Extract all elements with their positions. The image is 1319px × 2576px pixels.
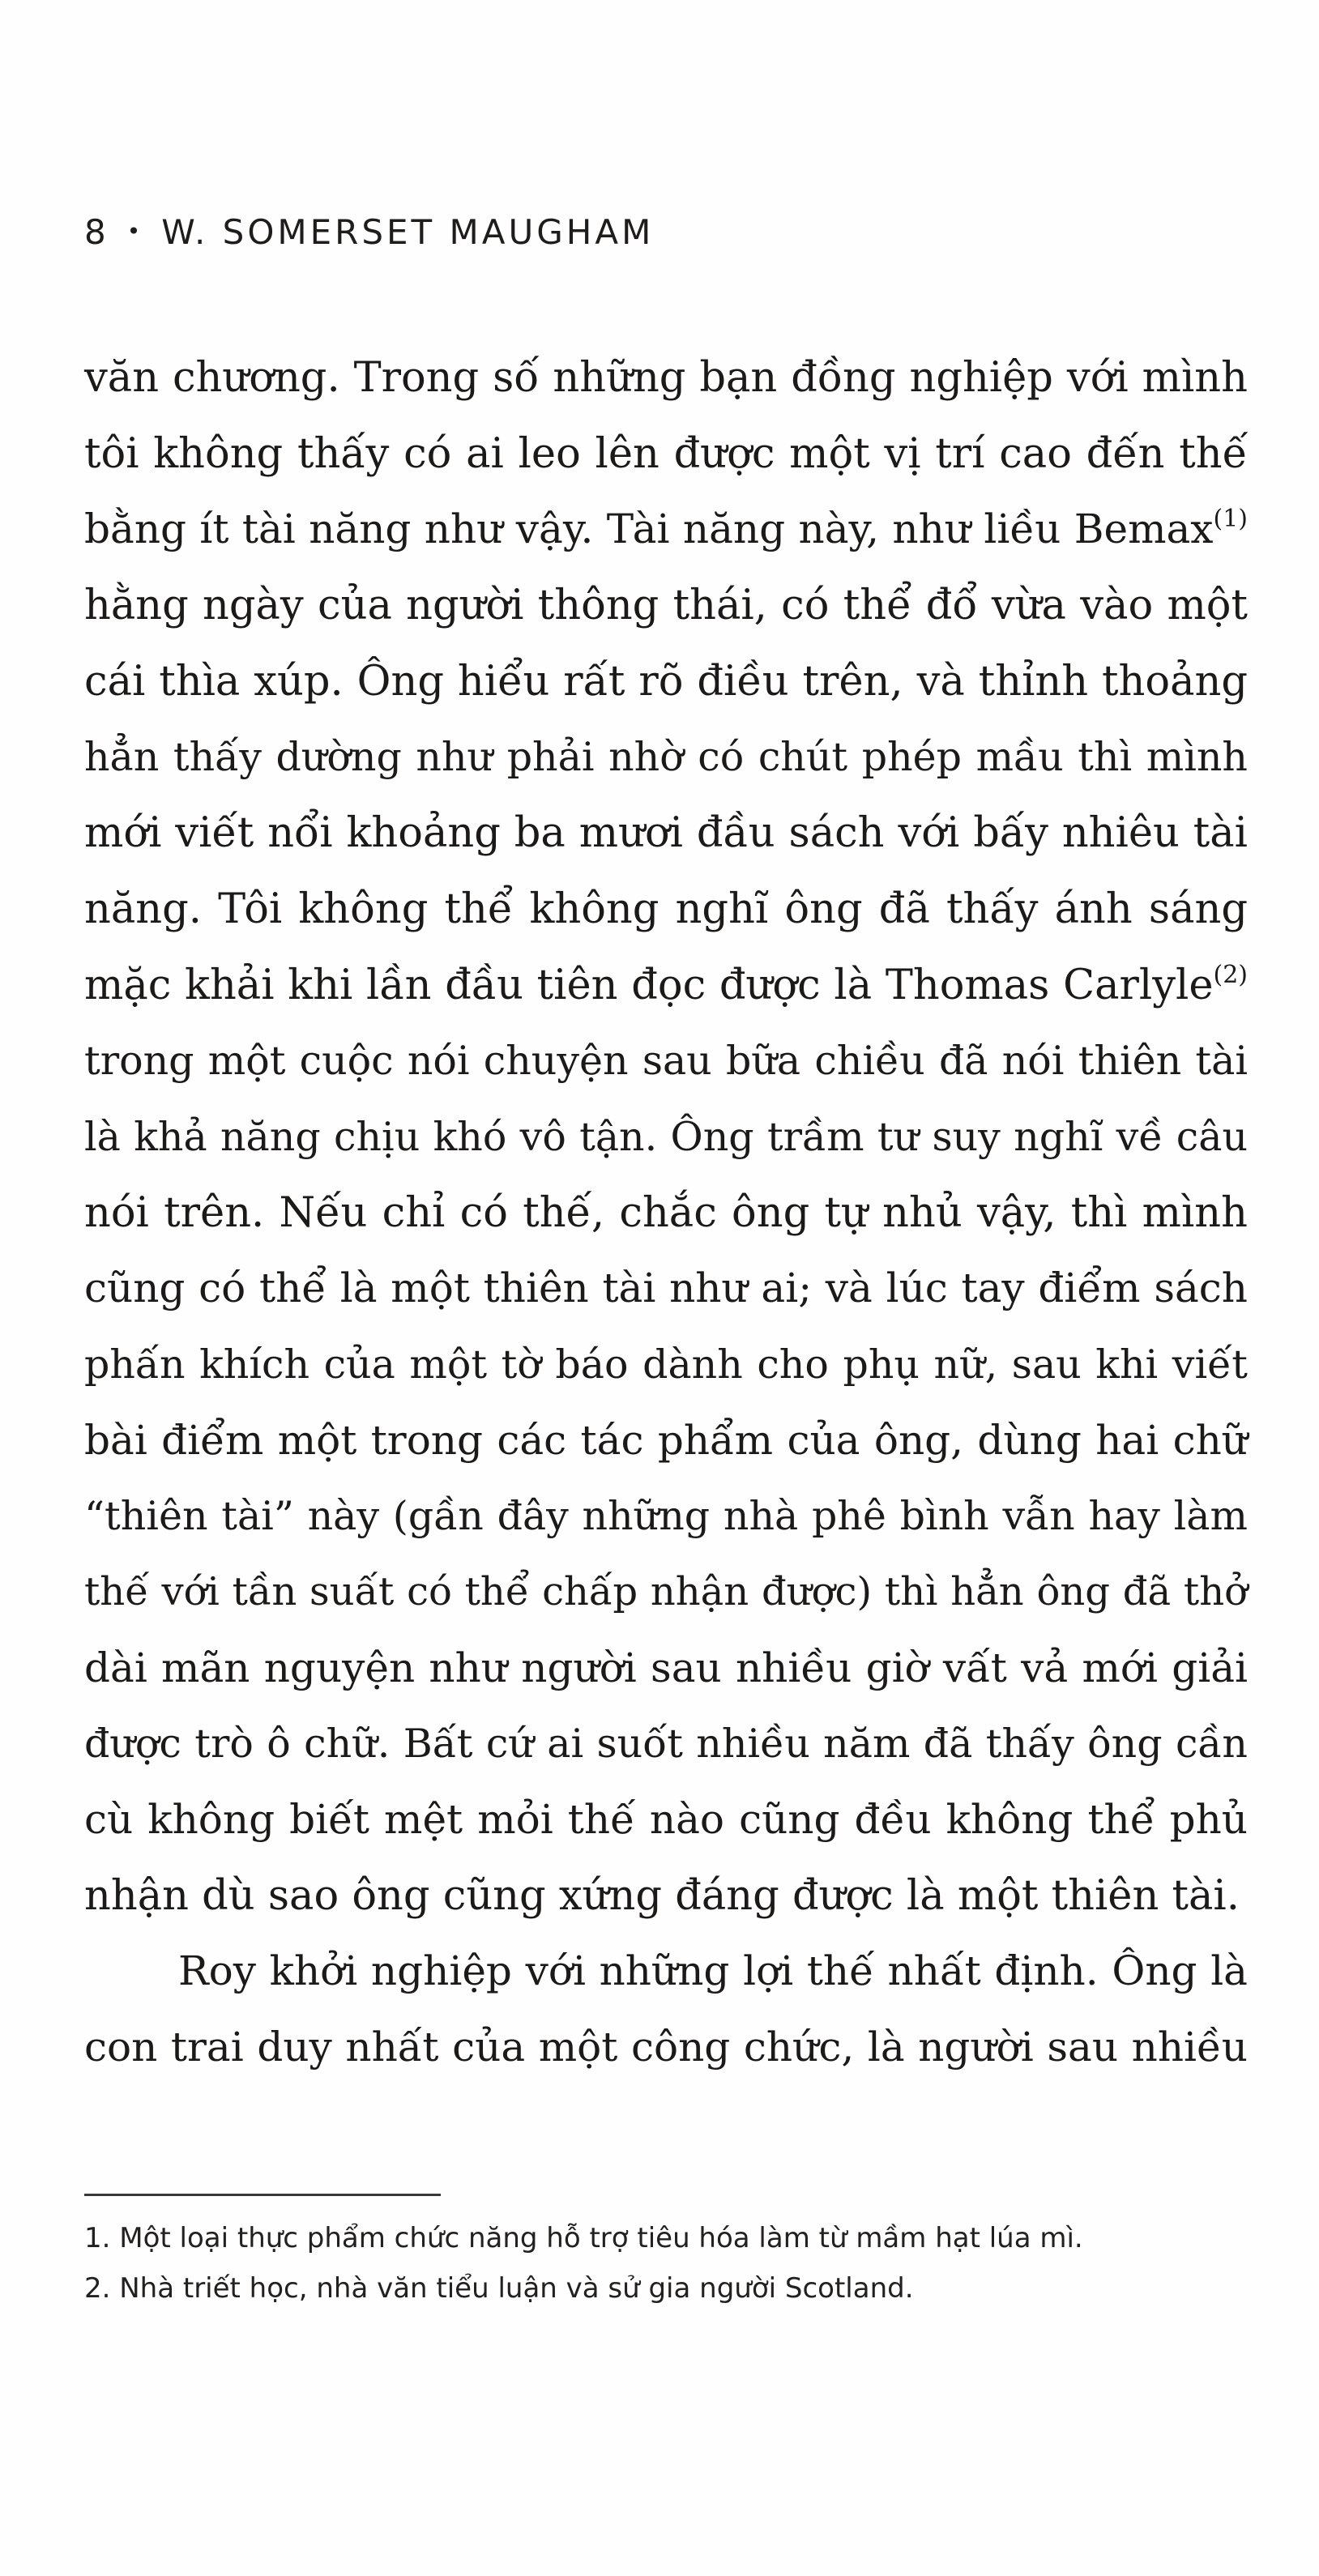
text-line: nhận dù sao ông cũng xứng đáng được là một thiên tài.: [84, 1871, 1240, 1920]
text-line: Roy khởi nghiệp với những lợi thế nhất định. Ông là: [178, 1947, 1248, 1995]
text-line: năng. Tôi không thể không nghĩ ông đã thấy ánh sáng: [84, 885, 1248, 933]
text-line: thế với tần suất có thể chấp nhận được) thì hẳn ông đã thở: [84, 1569, 1248, 1614]
body-text: [84, 340, 1248, 2086]
text-line: cái thìa xúp. Ông hiểu rất rõ điều trên, và thỉnh thoảng: [84, 657, 1248, 706]
text-line: nói trên. Nếu chỉ có thế, chắc ông tự nhủ vậy, thì mình: [84, 1188, 1248, 1237]
footnote-ref-2[interactable]: (2): [1213, 960, 1248, 989]
footnotes: [84, 2213, 1248, 2314]
text-line: dài mãn nguyện như người sau nhiều giờ vất vả mới giải: [84, 1644, 1248, 1691]
text-line: [84, 492, 1248, 568]
text-line-content: mặc khải khi lần đầu tiên đọc được là Thomas Carlyle: [84, 961, 1214, 1009]
text-line: cù không biết mệt mỏi thế nào cũng đều không thể phủ: [84, 1796, 1248, 1844]
text-line: mới viết nổi khoảng ba mươi đầu sách với bấy nhiêu tài: [84, 809, 1248, 858]
text-line: hằng ngày của người thông thái, có thể đổ vừa vào một: [84, 582, 1248, 630]
author-name: W. SOMERSET MAUGHAM: [161, 212, 655, 252]
text-line-content: bằng ít tài năng như vậy. Tài năng này, như liều Bemax: [84, 505, 1214, 553]
text-line: cũng có thể là một thiên tài như ai; và lúc tay điểm sách: [84, 1265, 1248, 1312]
text-line: phấn khích của một tờ báo dành cho phụ nữ, sau khi viết: [84, 1341, 1248, 1388]
text-line: [84, 948, 1248, 1024]
footnote-ref-1[interactable]: (1): [1213, 505, 1248, 534]
text-line: trong một cuộc nói chuyện sau bữa chiều đã nói thiên tài: [84, 1038, 1248, 1085]
header-separator: •: [126, 218, 144, 245]
footnote-1: 1. Một loại thực phẩm chức năng hỗ trợ tiêu hóa làm từ mầm hạt lúa mì.: [84, 2222, 1083, 2254]
text-line: bài điểm một trong các tác phẩm của ông, dùng hai chữ: [84, 1416, 1248, 1464]
text-line: “thiên tài” này (gần đây những nhà phê bình vẫn hay làm: [84, 1493, 1248, 1540]
text-line: văn chương. Trong số những bạn đồng nghiệp với mình: [84, 354, 1248, 402]
footnote-divider: [84, 2194, 441, 2196]
text-line: được trò ô chữ. Bất cứ ai suốt nhiều năm đã thấy ông cần: [84, 1721, 1248, 1768]
page-number: 8: [84, 212, 109, 252]
text-line: con trai duy nhất của một công chức, là người sau nhiều: [84, 2024, 1248, 2071]
footnote-2: 2. Nhà triết học, nhà văn tiểu luận và sử gia người Scotland.: [84, 2272, 914, 2305]
text-line: hẳn thấy dường như phải nhờ có chút phép mầu thì mình: [84, 734, 1248, 781]
text-line: tôi không thấy có ai leo lên được một vị trí cao đến thế: [84, 429, 1248, 478]
running-head: [84, 212, 654, 252]
text-line: là khả năng chịu khó vô tận. Ông trầm tư suy nghĩ về câu: [84, 1113, 1248, 1160]
